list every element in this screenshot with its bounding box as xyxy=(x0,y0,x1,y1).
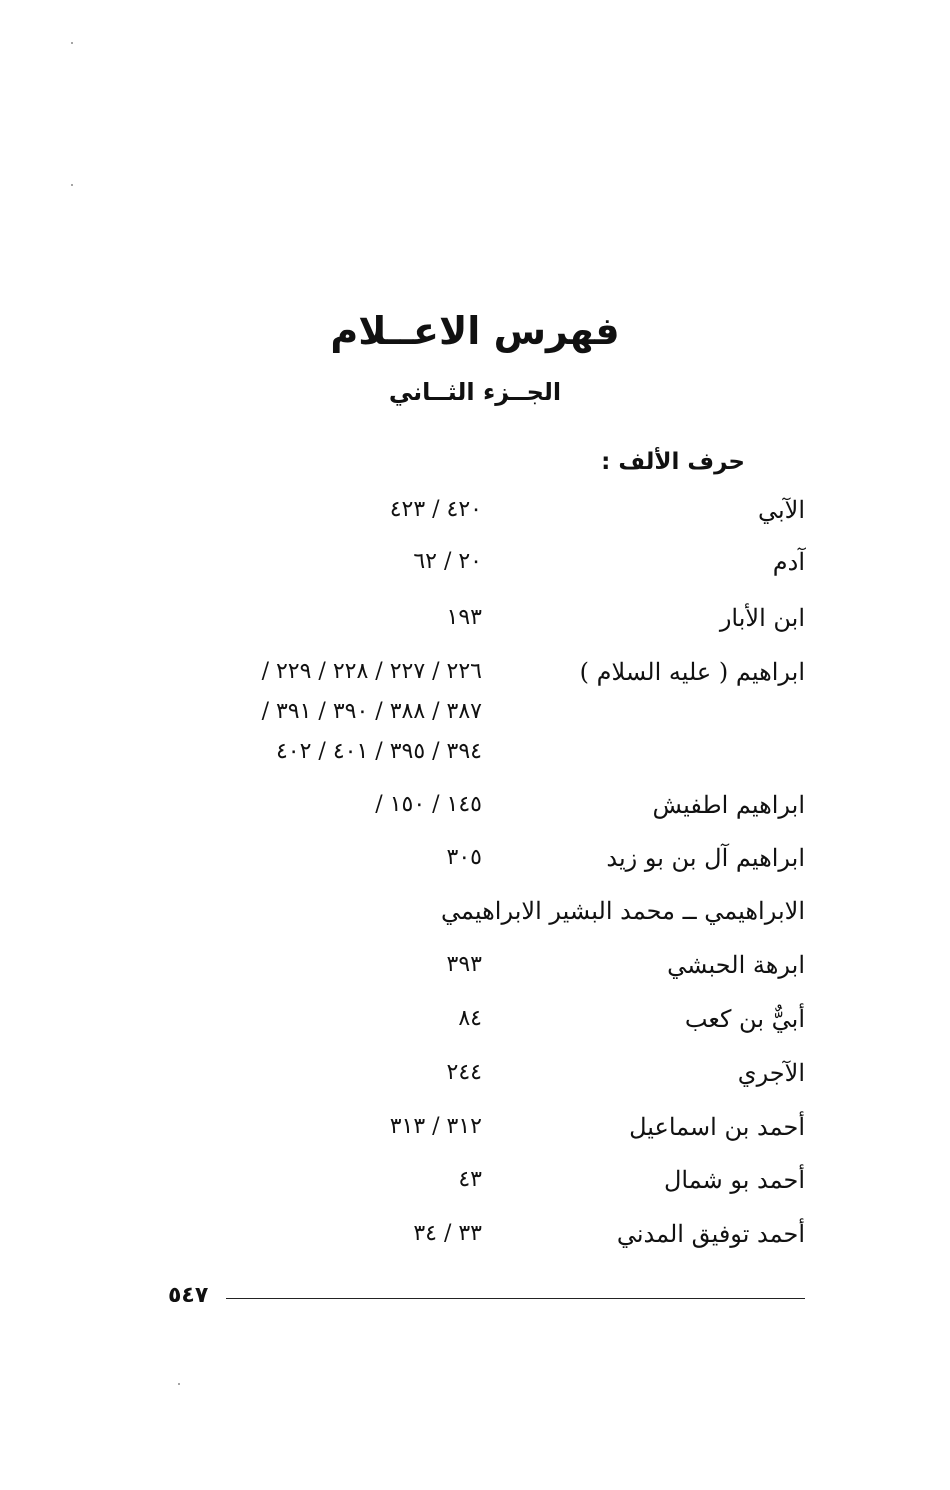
page-subtitle: الجــزء الثــاني xyxy=(388,378,562,406)
entry-page-line: ٢٠ / ٦٢ xyxy=(413,549,482,574)
entry-page-line: ٣١٢ / ٣١٣ xyxy=(389,1114,482,1139)
entry-name: آدم xyxy=(772,548,805,576)
entry-name: الآبي xyxy=(757,496,805,524)
entry-pages xyxy=(458,1160,482,1200)
entry-pages xyxy=(413,1214,482,1254)
entry-pages xyxy=(458,999,482,1039)
entry-pages xyxy=(262,652,482,772)
entry-page-line: ٤٣ xyxy=(458,1167,482,1192)
paper-speck xyxy=(178,1383,180,1385)
entry-page-line: ١٩٣ xyxy=(446,605,482,630)
entry-name: أحمد توفيق المدني xyxy=(616,1220,805,1248)
page-number: ٥٤٧ xyxy=(168,1283,209,1308)
paper-speck xyxy=(71,42,73,44)
entry-name: ابراهيم ( عليه السلام ) xyxy=(579,658,805,686)
entry-page-line: ٨٤ xyxy=(458,1006,482,1031)
entry-name: الابراهيمي ــ محمد البشير الابراهيمي xyxy=(441,897,805,925)
entry-pages xyxy=(413,542,482,582)
page-title: فهرس الاعــلام xyxy=(330,309,620,353)
entry-name: أحمد بو شمال xyxy=(663,1166,805,1194)
entry-page-line: ٣٠٥ xyxy=(446,845,482,870)
entry-page-line: ٤٢٠ / ٤٢٣ xyxy=(389,497,482,522)
entry-page-line: ٣٨٧ / ٣٨٨ / ٣٩٠ / ٣٩١ / xyxy=(261,699,482,724)
entry-name: ابرهة الحبشي xyxy=(667,951,805,979)
entry-pages xyxy=(390,1107,482,1147)
entry-page-line: ٢٢٦ / ٢٢٧ / ٢٢٨ / ٢٢٩ / xyxy=(261,659,482,684)
entry-page-line: ٢٤٤ xyxy=(446,1060,482,1085)
entry-pages xyxy=(447,945,482,985)
entry-page-line: ٣٩٣ xyxy=(446,952,482,977)
entry-pages xyxy=(390,490,482,530)
entry-name: ابراهيم اطفيش xyxy=(652,791,805,819)
section-heading: حرف الألف : xyxy=(601,449,745,475)
entry-pages xyxy=(447,598,482,638)
entry-name: أحمد بن اسماعيل xyxy=(629,1113,805,1141)
entry-pages xyxy=(447,1053,482,1093)
paper-speck xyxy=(71,184,73,186)
footer-rule xyxy=(226,1298,805,1299)
entry-name: أبيٌّ بن كعب xyxy=(684,1005,805,1033)
entry-page-line: ٣٩٤ / ٣٩٥ / ٤٠١ / ٤٠٢ xyxy=(275,739,482,764)
entry-pages xyxy=(375,785,482,825)
entry-page-line: ٣٣ / ٣٤ xyxy=(413,1221,482,1246)
entry-name: الآجري xyxy=(737,1059,805,1087)
entry-pages xyxy=(447,838,482,878)
entry-name: ابن الأبار xyxy=(719,604,805,632)
entry-name: ابراهيم آل بن بو زيد xyxy=(606,844,805,872)
entry-page-line: ١٤٥ / ١٥٠ / xyxy=(375,792,482,817)
